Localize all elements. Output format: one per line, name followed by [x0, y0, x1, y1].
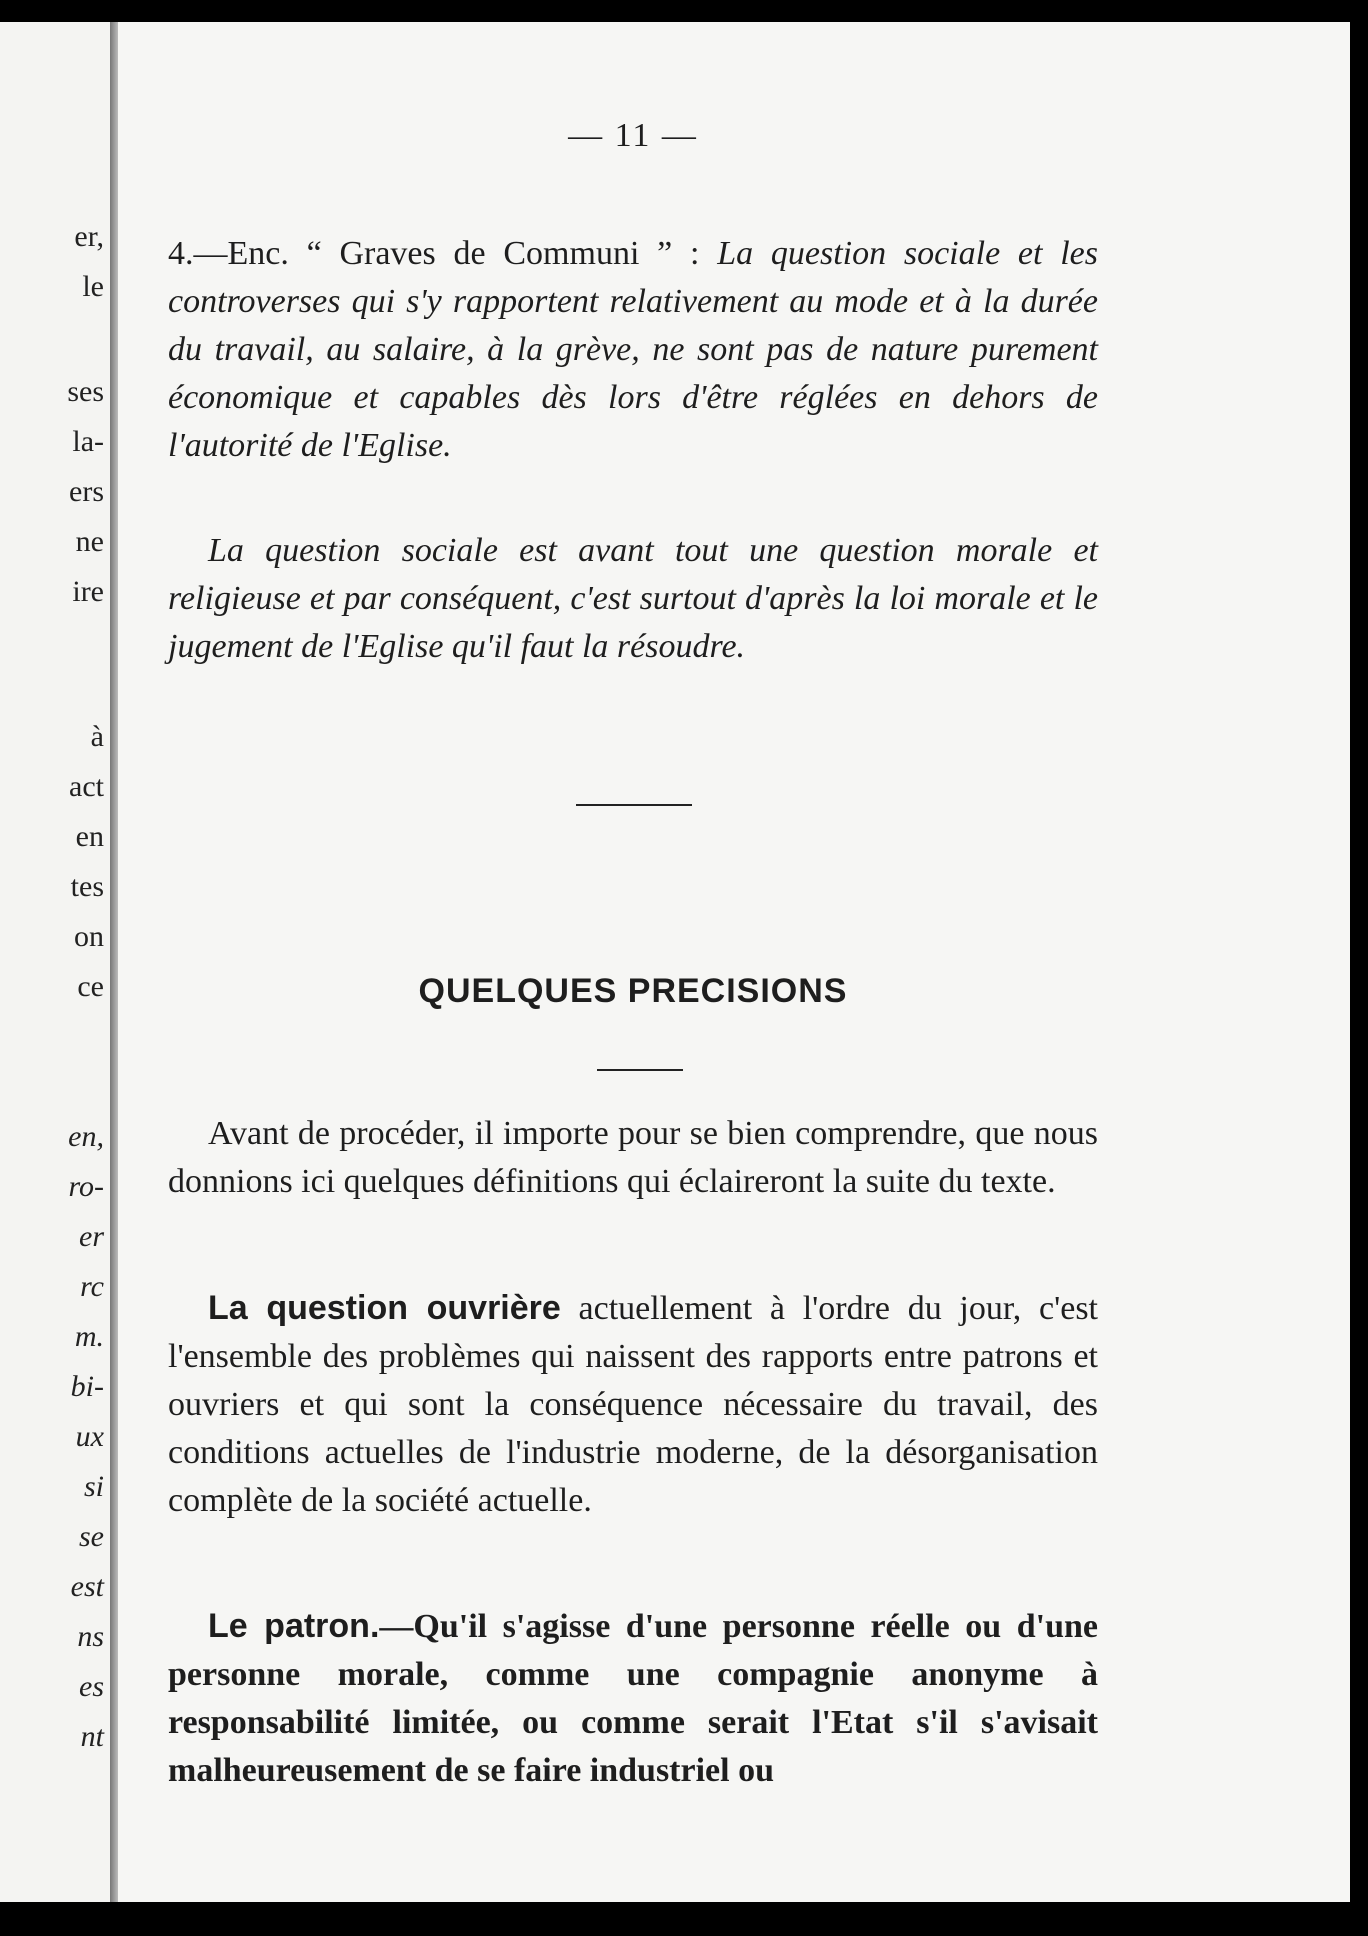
- left-page-fragment: est: [70, 1570, 104, 1603]
- definition-patron: —Qu'il s'agisse d'une personne réelle ou d'une personne morale, comme une compagnie anonyme à responsabilité limitée, ou comme serait l'Etat s'il s'avisait malheureusement de se faire industriel ou: [168, 1608, 1098, 1789]
- encyclical-quote-text: La question sociale et les controverses qui s'y rapportent relativement au mode et à la durée du travail, au salaire, à la grève, ne sont pas de nature purement économique et capables dès lors d'être réglées en dehors de l'autorité de l'Eglise.: [168, 235, 1098, 464]
- patron-paragraph: [168, 1602, 1098, 1795]
- section-divider: [576, 804, 692, 806]
- left-page-fragment: à: [90, 720, 104, 753]
- left-page-fragment: ns: [77, 1620, 104, 1653]
- question-ouvriere-paragraph: [168, 1284, 1098, 1525]
- left-page-fragment: bi-: [70, 1370, 104, 1403]
- page-number: — 11 —: [568, 117, 698, 154]
- right-page: [118, 22, 1350, 1902]
- left-page-fragment: la-: [72, 425, 104, 458]
- term-question-ouvriere: La question ouvrière: [208, 1289, 561, 1327]
- left-page-fragment: nt: [80, 1720, 104, 1753]
- left-page-fragment: ers: [69, 475, 104, 508]
- encyclical-quote-paragraph: [168, 230, 1098, 470]
- left-page-fragment: en,: [68, 1120, 104, 1153]
- section-title: QUELQUES PRECISIONS: [418, 972, 848, 1010]
- left-page-fragment: le: [82, 270, 104, 303]
- intro-paragraph: Avant de procéder, il importe pour se bien comprendre, que nous donnions ici quelques définitions qui éclaireront la suite du texte.: [168, 1115, 1098, 1200]
- left-page-fragment: en: [75, 820, 104, 853]
- left-page-fragment: act: [69, 770, 104, 803]
- term-patron: Le patron.: [208, 1607, 380, 1645]
- left-page-fragment: rc: [80, 1270, 104, 1303]
- social-question-paragraph: La question sociale est avant tout une question morale et religieuse et par conséquent, c'est surtout d'après la loi morale et le jugement de l'Eglise qu'il faut la résoudre.: [168, 532, 1098, 665]
- left-facing-page: [0, 22, 112, 1902]
- left-page-fragment: er: [79, 1220, 104, 1253]
- left-page-fragment: ne: [75, 525, 104, 558]
- left-page-fragment: tes: [70, 870, 104, 903]
- left-page-fragment: er,: [74, 220, 104, 253]
- left-page-fragment: ire: [72, 575, 104, 608]
- left-page-fragment: m.: [74, 1320, 104, 1353]
- left-page-fragment: ux: [75, 1420, 104, 1453]
- encyclical-reference: 4.—Enc. “ Graves de Communi ” :: [168, 235, 718, 272]
- left-page-fragment: ses: [67, 375, 104, 408]
- left-page-fragment: si: [83, 1470, 104, 1503]
- title-underline: [597, 1069, 683, 1071]
- left-page-fragment: se: [79, 1520, 104, 1553]
- left-page-fragment: ro-: [68, 1170, 104, 1203]
- left-page-fragment: es: [79, 1670, 104, 1703]
- left-page-fragment: on: [74, 920, 104, 953]
- definition-question-ouvriere: actuellement à l'ordre du jour, c'est l'ensemble des problèmes qui naissent des rapports entre patrons et ouvriers et qui sont la conséquence nécessaire du travail, des conditions actuelles de l'industrie moderne, de la désorganisation complète de la société actuelle.: [168, 1290, 1098, 1519]
- book-gutter: [110, 22, 118, 1902]
- left-page-fragment: ce: [77, 970, 104, 1003]
